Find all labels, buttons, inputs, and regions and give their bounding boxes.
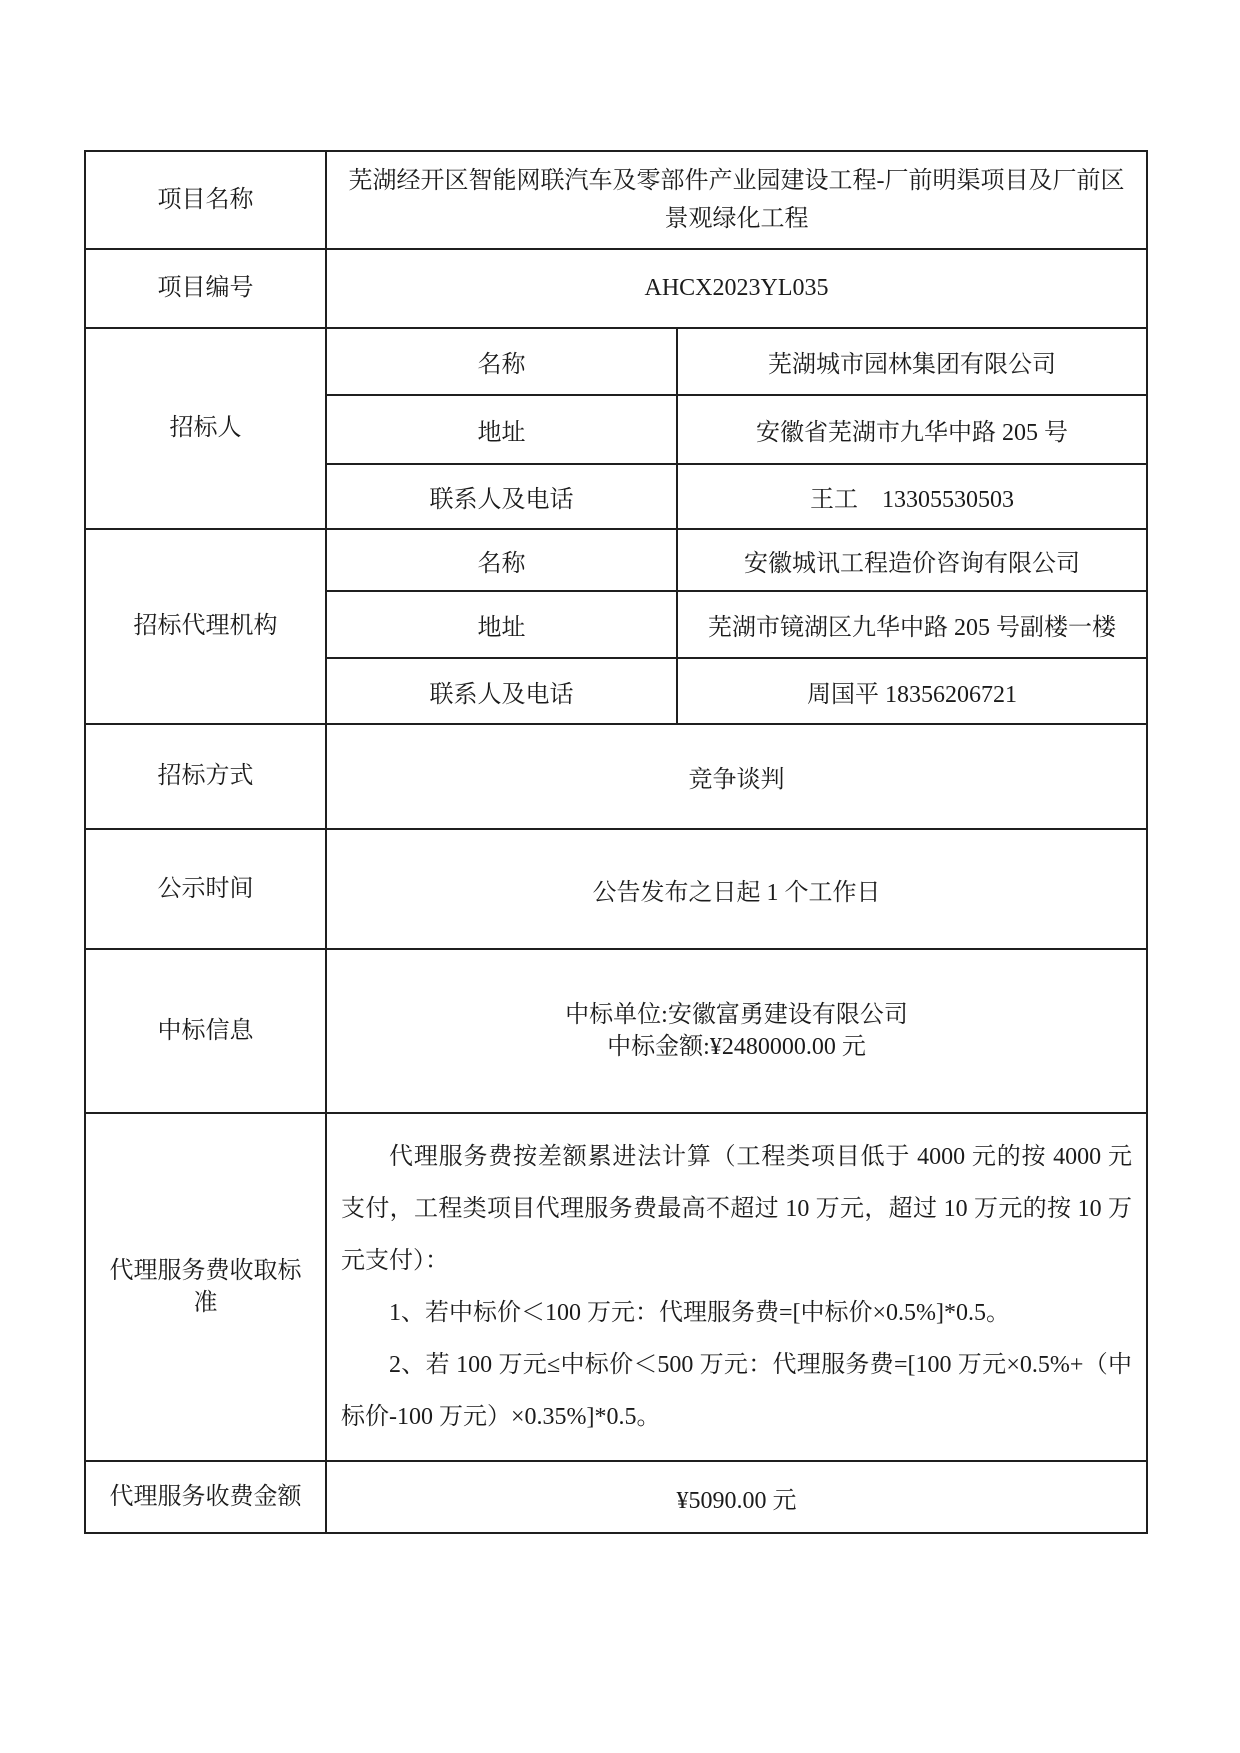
award-info-value	[326, 949, 1147, 1113]
tenderer-contact-value: 王工 13305530503	[677, 464, 1147, 529]
award-info-label: 中标信息	[85, 949, 326, 1113]
table-row	[85, 1461, 1147, 1533]
agency-contact-value: 周国平 18356206721	[677, 658, 1147, 724]
tenderer-contact-label: 联系人及电话	[326, 464, 677, 529]
table-row	[85, 829, 1147, 949]
tenderer-name-label: 名称	[326, 328, 677, 395]
table-row	[85, 1113, 1147, 1461]
agency-contact-label: 联系人及电话	[326, 658, 677, 724]
fee-amount-label: 代理服务收费金额	[85, 1461, 326, 1533]
project-number-label: 项目编号	[85, 249, 326, 328]
tenderer-label: 招标人	[85, 328, 326, 529]
project-number-value: AHCX2023YL035	[326, 249, 1147, 328]
table-row	[85, 151, 1147, 249]
fee-standard-rule-1: 1、若中标价＜100 万元：代理服务费=[中标价×0.5%]*0.5。	[389, 1300, 1011, 1326]
project-name-value: 芜湖经开区智能网联汽车及零部件产业园建设工程-厂前明渠项目及厂前区景观绿化工程	[326, 151, 1147, 249]
fee-standard-value	[326, 1113, 1147, 1461]
agency-name-value: 安徽城讯工程造价咨询有限公司	[677, 529, 1147, 591]
tender-method-value: 竞争谈判	[326, 724, 1147, 829]
agency-address-label: 地址	[326, 591, 677, 658]
table-row	[85, 249, 1147, 328]
table-row	[85, 328, 1147, 395]
table-row	[85, 724, 1147, 829]
tender-method-label: 招标方式	[85, 724, 326, 829]
tenderer-name-value: 芜湖城市园林集团有限公司	[677, 328, 1147, 395]
fee-standard-paragraph: 代理服务费按差额累进法计算（工程类项目低于 4000 元的按 4000 元支付，工程类项目代理服务费最高不超过 10 万元，超过 10 万元的按 10 万元支付）：	[341, 1144, 1132, 1274]
agency-address-value: 芜湖市镜湖区九华中路 205 号副楼一楼	[677, 591, 1147, 658]
tenderer-address-label: 地址	[326, 395, 677, 464]
publicity-period-label: 公示时间	[85, 829, 326, 949]
fee-standard-rule-2: 2、若 100 万元≤中标价＜500 万元：代理服务费=[100 万元×0.5%+（中标价-100 万元）×0.35%]*0.5。	[341, 1352, 1132, 1430]
table-row	[85, 529, 1147, 591]
project-name-label: 项目名称	[85, 151, 326, 249]
fee-standard-label: 代理服务费收取标准	[85, 1113, 326, 1461]
tenderer-address-value: 安徽省芜湖市九华中路 205 号	[677, 395, 1147, 464]
fee-amount-value: ¥5090.00 元	[326, 1461, 1147, 1533]
award-amount-line: 中标金额:¥2480000.00 元	[607, 1034, 866, 1060]
table-row	[85, 949, 1147, 1113]
agency-name-label: 名称	[326, 529, 677, 591]
tender-info-table	[84, 150, 1148, 1534]
publicity-period-value: 公告发布之日起 1 个工作日	[326, 829, 1147, 949]
award-winner-line: 中标单位:安徽富勇建设有限公司	[565, 1002, 908, 1028]
agency-label: 招标代理机构	[85, 529, 326, 724]
